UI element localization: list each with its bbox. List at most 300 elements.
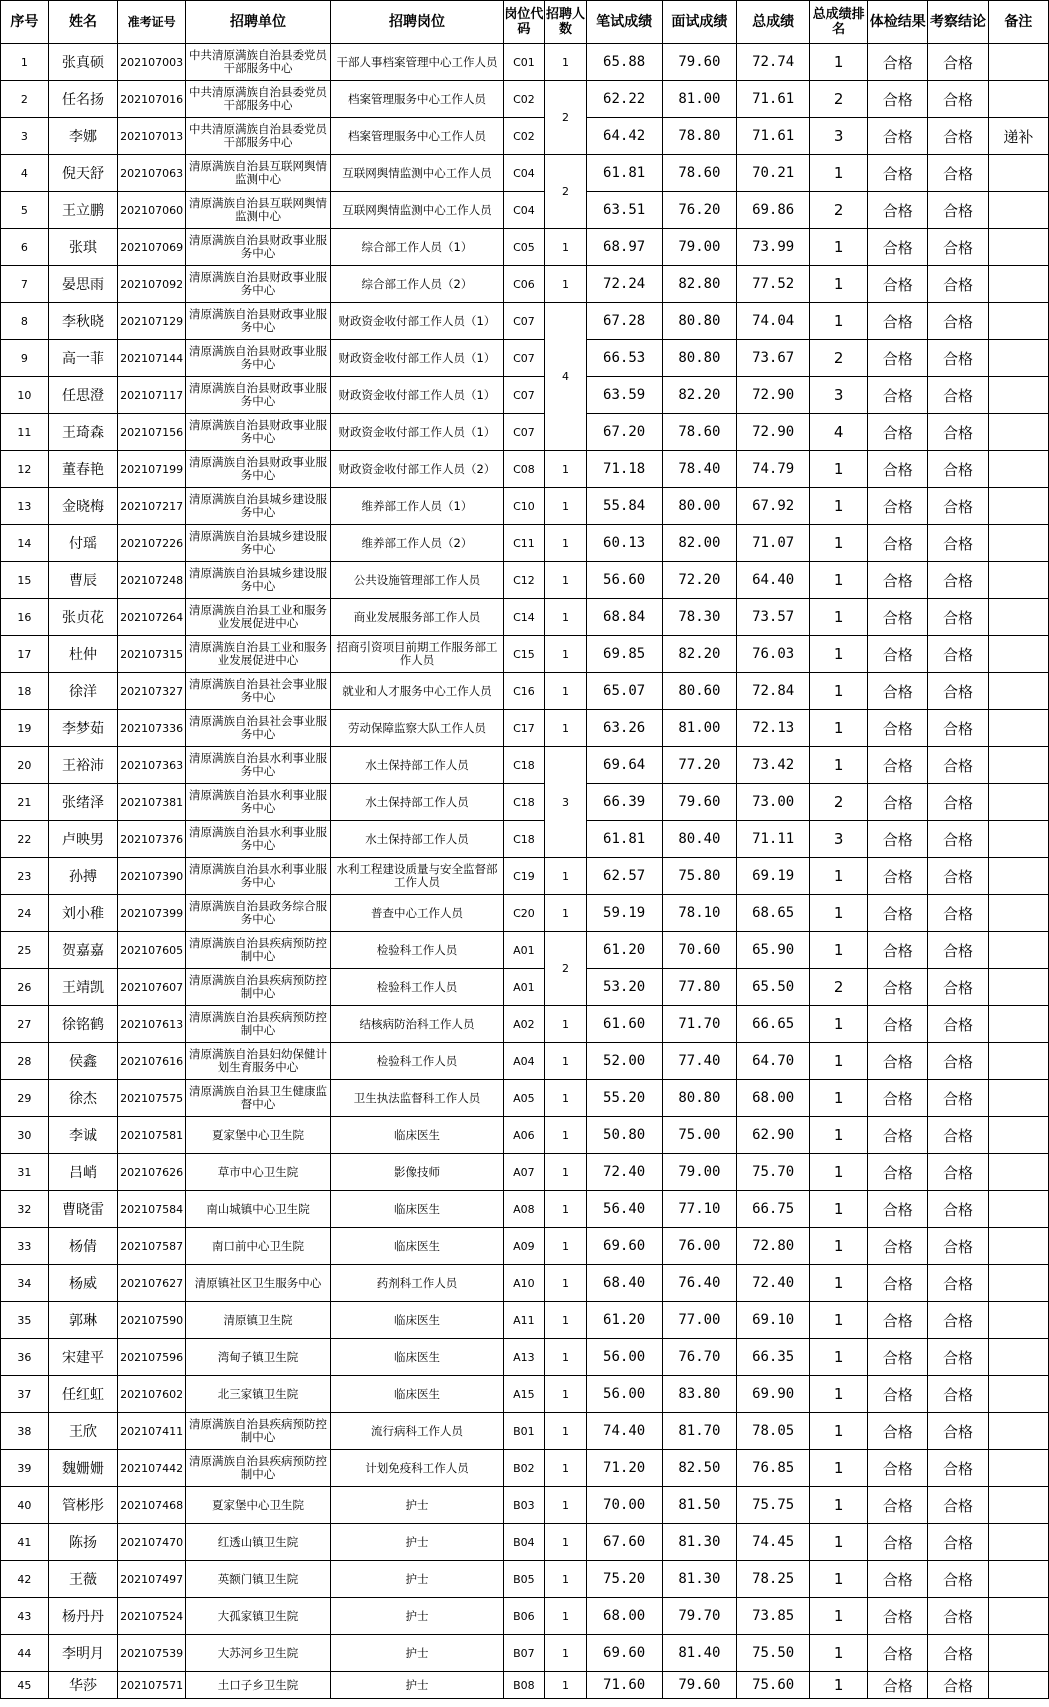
cell-interview: 77.80 xyxy=(662,969,737,1006)
cell-written: 67.60 xyxy=(586,1524,662,1561)
cell-code: A15 xyxy=(503,1376,545,1413)
cell-code: B08 xyxy=(503,1672,545,1699)
cell-post: 商业发展服务部工作人员 xyxy=(331,599,503,636)
cell-interview: 76.20 xyxy=(662,192,737,229)
cell-total: 65.50 xyxy=(737,969,810,1006)
cell-total: 73.42 xyxy=(737,747,810,784)
cell-unit: 清原满族自治县疾病预防控制中心 xyxy=(185,932,330,969)
table-row xyxy=(1,1228,1049,1265)
cell-name: 卢映男 xyxy=(48,821,118,858)
cell-rank: 1 xyxy=(810,1413,868,1450)
cell-name: 李明月 xyxy=(48,1635,118,1672)
cell-written: 68.97 xyxy=(586,229,662,266)
cell-note xyxy=(988,414,1048,451)
cell-recruit: 1 xyxy=(545,1154,587,1191)
cell-interview: 81.40 xyxy=(662,1635,737,1672)
header-seq: 序号 xyxy=(1,1,49,44)
cell-post: 水土保持部工作人员 xyxy=(331,821,503,858)
cell-unit: 清原满族自治县财政事业服务中心 xyxy=(185,303,330,340)
cell-total: 72.13 xyxy=(737,710,810,747)
cell-unit: 夏家堡中心卫生院 xyxy=(185,1487,330,1524)
cell-post: 综合部工作人员（2） xyxy=(331,266,503,303)
cell-note xyxy=(988,451,1048,488)
cell-unit: 清原满族自治县城乡建设服务中心 xyxy=(185,525,330,562)
cell-written: 55.20 xyxy=(586,1080,662,1117)
cell-seq: 18 xyxy=(1,673,49,710)
cell-post: 水土保持部工作人员 xyxy=(331,784,503,821)
table-row xyxy=(1,1006,1049,1043)
table-row xyxy=(1,1154,1049,1191)
cell-health: 合格 xyxy=(868,673,928,710)
cell-total: 67.92 xyxy=(737,488,810,525)
cell-total: 73.85 xyxy=(737,1598,810,1635)
cell-recruit: 1 xyxy=(545,673,587,710)
cell-seq: 16 xyxy=(1,599,49,636)
cell-unit: 清原满族自治县疾病预防控制中心 xyxy=(185,1413,330,1450)
cell-written: 61.20 xyxy=(586,932,662,969)
cell-review: 合格 xyxy=(928,377,988,414)
cell-review: 合格 xyxy=(928,1191,988,1228)
cell-total: 73.99 xyxy=(737,229,810,266)
cell-name: 杨丹丹 xyxy=(48,1598,118,1635)
cell-post: 临床医生 xyxy=(331,1191,503,1228)
cell-recruit: 1 xyxy=(545,858,587,895)
cell-interview: 80.40 xyxy=(662,821,737,858)
cell-post: 计划免疫科工作人员 xyxy=(331,1450,503,1487)
cell-name: 张真硕 xyxy=(48,44,118,81)
cell-total: 68.00 xyxy=(737,1080,810,1117)
cell-ticket: 202107607 xyxy=(118,969,186,1006)
cell-unit: 清原满族自治县财政事业服务中心 xyxy=(185,414,330,451)
cell-written: 61.81 xyxy=(586,821,662,858)
cell-rank: 1 xyxy=(810,1672,868,1699)
cell-note xyxy=(988,1154,1048,1191)
cell-total: 74.79 xyxy=(737,451,810,488)
cell-review: 合格 xyxy=(928,562,988,599)
cell-health: 合格 xyxy=(868,1006,928,1043)
cell-post: 临床医生 xyxy=(331,1339,503,1376)
cell-ticket: 202107539 xyxy=(118,1635,186,1672)
cell-ticket: 202107336 xyxy=(118,710,186,747)
cell-name: 张琪 xyxy=(48,229,118,266)
cell-ticket: 202107571 xyxy=(118,1672,186,1699)
cell-name: 吕峭 xyxy=(48,1154,118,1191)
cell-total: 66.75 xyxy=(737,1191,810,1228)
cell-written: 64.42 xyxy=(586,118,662,155)
cell-code: C11 xyxy=(503,525,545,562)
cell-total: 69.90 xyxy=(737,1376,810,1413)
cell-seq: 5 xyxy=(1,192,49,229)
cell-note xyxy=(988,303,1048,340)
cell-ticket: 202107092 xyxy=(118,266,186,303)
cell-name: 曹晓雷 xyxy=(48,1191,118,1228)
cell-post: 维养部工作人员（2） xyxy=(331,525,503,562)
cell-total: 75.60 xyxy=(737,1672,810,1699)
cell-seq: 39 xyxy=(1,1450,49,1487)
cell-note xyxy=(988,1672,1048,1699)
cell-code: C18 xyxy=(503,821,545,858)
cell-unit: 中共清原满族自治县委党员干部服务中心 xyxy=(185,81,330,118)
cell-unit: 大苏河乡卫生院 xyxy=(185,1635,330,1672)
cell-post: 护士 xyxy=(331,1487,503,1524)
cell-rank: 2 xyxy=(810,340,868,377)
cell-note xyxy=(988,969,1048,1006)
cell-seq: 4 xyxy=(1,155,49,192)
cell-interview: 78.30 xyxy=(662,599,737,636)
cell-unit: 清原满族自治县社会事业服务中心 xyxy=(185,710,330,747)
cell-rank: 2 xyxy=(810,784,868,821)
cell-rank: 1 xyxy=(810,932,868,969)
cell-review: 合格 xyxy=(928,1154,988,1191)
cell-post: 护士 xyxy=(331,1561,503,1598)
cell-unit: 南口前中心卫生院 xyxy=(185,1228,330,1265)
cell-name: 王薇 xyxy=(48,1561,118,1598)
cell-health: 合格 xyxy=(868,229,928,266)
cell-code: C07 xyxy=(503,414,545,451)
cell-post: 护士 xyxy=(331,1672,503,1699)
cell-recruit: 1 xyxy=(545,1635,587,1672)
table-row xyxy=(1,895,1049,932)
cell-written: 52.00 xyxy=(586,1043,662,1080)
cell-recruit: 1 xyxy=(545,1413,587,1450)
cell-unit: 中共清原满族自治县委党员干部服务中心 xyxy=(185,44,330,81)
cell-note xyxy=(988,562,1048,599)
table-row xyxy=(1,1376,1049,1413)
cell-review: 合格 xyxy=(928,1672,988,1699)
cell-health: 合格 xyxy=(868,414,928,451)
cell-recruit: 1 xyxy=(545,1191,587,1228)
cell-rank: 1 xyxy=(810,266,868,303)
cell-health: 合格 xyxy=(868,747,928,784)
cell-code: C12 xyxy=(503,562,545,599)
cell-total: 69.19 xyxy=(737,858,810,895)
cell-ticket: 202107616 xyxy=(118,1043,186,1080)
cell-ticket: 202107470 xyxy=(118,1524,186,1561)
cell-health: 合格 xyxy=(868,1672,928,1699)
cell-unit: 清原满族自治县工业和服务业发展促进中心 xyxy=(185,636,330,673)
cell-note xyxy=(988,673,1048,710)
cell-name: 任红虹 xyxy=(48,1376,118,1413)
cell-code: B05 xyxy=(503,1561,545,1598)
cell-post: 档案管理服务中心工作人员 xyxy=(331,81,503,118)
cell-note xyxy=(988,1598,1048,1635)
cell-rank: 1 xyxy=(810,1524,868,1561)
cell-rank: 2 xyxy=(810,81,868,118)
cell-interview: 79.70 xyxy=(662,1598,737,1635)
cell-health: 合格 xyxy=(868,895,928,932)
cell-post: 临床医生 xyxy=(331,1302,503,1339)
cell-ticket: 202107315 xyxy=(118,636,186,673)
cell-written: 68.84 xyxy=(586,599,662,636)
cell-seq: 31 xyxy=(1,1154,49,1191)
cell-seq: 22 xyxy=(1,821,49,858)
cell-unit: 清原镇卫生院 xyxy=(185,1302,330,1339)
cell-health: 合格 xyxy=(868,821,928,858)
cell-note xyxy=(988,1265,1048,1302)
cell-written: 56.00 xyxy=(586,1376,662,1413)
cell-total: 75.50 xyxy=(737,1635,810,1672)
cell-written: 68.00 xyxy=(586,1598,662,1635)
cell-written: 61.20 xyxy=(586,1302,662,1339)
header-rank: 总成绩排名 xyxy=(810,1,868,44)
cell-code: A10 xyxy=(503,1265,545,1302)
cell-unit: 清原满族自治县工业和服务业发展促进中心 xyxy=(185,599,330,636)
table-row xyxy=(1,1339,1049,1376)
cell-seq: 3 xyxy=(1,118,49,155)
cell-rank: 1 xyxy=(810,1117,868,1154)
cell-recruit: 1 xyxy=(545,710,587,747)
cell-name: 侯鑫 xyxy=(48,1043,118,1080)
cell-ticket: 202107581 xyxy=(118,1117,186,1154)
header-name: 姓名 xyxy=(48,1,118,44)
cell-total: 75.75 xyxy=(737,1487,810,1524)
cell-health: 合格 xyxy=(868,118,928,155)
cell-rank: 1 xyxy=(810,525,868,562)
cell-review: 合格 xyxy=(928,118,988,155)
cell-code: B03 xyxy=(503,1487,545,1524)
table-row xyxy=(1,1450,1049,1487)
cell-rank: 2 xyxy=(810,192,868,229)
cell-written: 63.26 xyxy=(586,710,662,747)
cell-code: B01 xyxy=(503,1413,545,1450)
cell-note xyxy=(988,1006,1048,1043)
cell-total: 74.45 xyxy=(737,1524,810,1561)
table-row xyxy=(1,1487,1049,1524)
cell-rank: 1 xyxy=(810,303,868,340)
cell-ticket: 202107627 xyxy=(118,1265,186,1302)
cell-seq: 9 xyxy=(1,340,49,377)
cell-post: 水利工程建设质量与安全监督部工作人员 xyxy=(331,858,503,895)
cell-review: 合格 xyxy=(928,969,988,1006)
header-written: 笔试成绩 xyxy=(586,1,662,44)
cell-total: 71.61 xyxy=(737,118,810,155)
cell-note xyxy=(988,1450,1048,1487)
cell-unit: 清原满族自治县水利事业服务中心 xyxy=(185,747,330,784)
table-row xyxy=(1,377,1049,414)
cell-post: 检验科工作人员 xyxy=(331,932,503,969)
cell-recruit: 1 xyxy=(545,1561,587,1598)
cell-interview: 81.30 xyxy=(662,1524,737,1561)
cell-recruit: 2 xyxy=(545,155,587,229)
cell-health: 合格 xyxy=(868,969,928,1006)
cell-code: A02 xyxy=(503,1006,545,1043)
cell-code: C16 xyxy=(503,673,545,710)
cell-code: B04 xyxy=(503,1524,545,1561)
cell-total: 69.86 xyxy=(737,192,810,229)
cell-name: 王靖凯 xyxy=(48,969,118,1006)
cell-note xyxy=(988,784,1048,821)
cell-note xyxy=(988,1487,1048,1524)
cell-code: A07 xyxy=(503,1154,545,1191)
cell-review: 合格 xyxy=(928,155,988,192)
cell-unit: 清原满族自治县政务综合服务中心 xyxy=(185,895,330,932)
cell-ticket: 202107117 xyxy=(118,377,186,414)
cell-review: 合格 xyxy=(928,1376,988,1413)
cell-interview: 80.60 xyxy=(662,673,737,710)
cell-code: C20 xyxy=(503,895,545,932)
cell-written: 55.84 xyxy=(586,488,662,525)
cell-interview: 81.50 xyxy=(662,1487,737,1524)
cell-interview: 76.70 xyxy=(662,1339,737,1376)
cell-unit: 清原满族自治县社会事业服务中心 xyxy=(185,673,330,710)
cell-rank: 1 xyxy=(810,1006,868,1043)
cell-name: 李梦茹 xyxy=(48,710,118,747)
cell-total: 68.65 xyxy=(737,895,810,932)
cell-code: C07 xyxy=(503,377,545,414)
cell-ticket: 202107626 xyxy=(118,1154,186,1191)
table-row xyxy=(1,303,1049,340)
cell-written: 56.00 xyxy=(586,1339,662,1376)
cell-total: 64.40 xyxy=(737,562,810,599)
cell-seq: 10 xyxy=(1,377,49,414)
cell-note xyxy=(988,266,1048,303)
cell-code: C18 xyxy=(503,747,545,784)
cell-code: A01 xyxy=(503,969,545,1006)
cell-note xyxy=(988,1043,1048,1080)
cell-interview: 79.60 xyxy=(662,1672,737,1699)
cell-recruit: 4 xyxy=(545,303,587,451)
cell-ticket: 202107226 xyxy=(118,525,186,562)
table-row xyxy=(1,1635,1049,1672)
cell-total: 71.11 xyxy=(737,821,810,858)
cell-seq: 40 xyxy=(1,1487,49,1524)
cell-written: 72.40 xyxy=(586,1154,662,1191)
cell-recruit: 2 xyxy=(545,81,587,155)
cell-recruit: 1 xyxy=(545,488,587,525)
cell-seq: 14 xyxy=(1,525,49,562)
cell-review: 合格 xyxy=(928,1524,988,1561)
cell-health: 合格 xyxy=(868,932,928,969)
cell-ticket: 202107063 xyxy=(118,155,186,192)
cell-note xyxy=(988,1191,1048,1228)
cell-total: 75.70 xyxy=(737,1154,810,1191)
cell-interview: 79.00 xyxy=(662,229,737,266)
cell-post: 档案管理服务中心工作人员 xyxy=(331,118,503,155)
cell-ticket: 202107575 xyxy=(118,1080,186,1117)
cell-written: 75.20 xyxy=(586,1561,662,1598)
cell-recruit: 1 xyxy=(545,1228,587,1265)
cell-post: 流行病科工作人员 xyxy=(331,1413,503,1450)
cell-unit: 清原满族自治县财政事业服务中心 xyxy=(185,451,330,488)
cell-unit: 清原满族自治县互联网舆情监测中心 xyxy=(185,155,330,192)
cell-review: 合格 xyxy=(928,1043,988,1080)
cell-name: 任名扬 xyxy=(48,81,118,118)
table-row xyxy=(1,599,1049,636)
cell-rank: 1 xyxy=(810,1339,868,1376)
cell-interview: 83.80 xyxy=(662,1376,737,1413)
cell-written: 66.39 xyxy=(586,784,662,821)
table-row xyxy=(1,1080,1049,1117)
cell-unit: 夏家堡中心卫生院 xyxy=(185,1117,330,1154)
cell-seq: 43 xyxy=(1,1598,49,1635)
cell-interview: 77.10 xyxy=(662,1191,737,1228)
cell-rank: 1 xyxy=(810,229,868,266)
cell-total: 66.65 xyxy=(737,1006,810,1043)
cell-written: 68.40 xyxy=(586,1265,662,1302)
cell-name: 郭琳 xyxy=(48,1302,118,1339)
cell-unit: 清原满族自治县妇幼保健计划生育服务中心 xyxy=(185,1043,330,1080)
cell-ticket: 202107013 xyxy=(118,118,186,155)
cell-health: 合格 xyxy=(868,858,928,895)
cell-health: 合格 xyxy=(868,451,928,488)
cell-rank: 1 xyxy=(810,1302,868,1339)
cell-rank: 1 xyxy=(810,673,868,710)
cell-rank: 1 xyxy=(810,1561,868,1598)
cell-unit: 清原满族自治县水利事业服务中心 xyxy=(185,821,330,858)
cell-ticket: 202107584 xyxy=(118,1191,186,1228)
header-recruit: 招聘人数 xyxy=(545,1,587,44)
cell-unit: 清原镇社区卫生服务中心 xyxy=(185,1265,330,1302)
cell-health: 合格 xyxy=(868,192,928,229)
table-row xyxy=(1,192,1049,229)
cell-unit: 清原满族自治县城乡建设服务中心 xyxy=(185,488,330,525)
cell-recruit: 1 xyxy=(545,1117,587,1154)
cell-recruit: 1 xyxy=(545,451,587,488)
table-row xyxy=(1,488,1049,525)
cell-recruit: 1 xyxy=(545,1339,587,1376)
table-row xyxy=(1,266,1049,303)
cell-total: 64.70 xyxy=(737,1043,810,1080)
cell-note xyxy=(988,1339,1048,1376)
results-body xyxy=(1,44,1049,1699)
cell-review: 合格 xyxy=(928,229,988,266)
header-ticket: 准考证号 xyxy=(118,1,186,44)
cell-recruit: 2 xyxy=(545,932,587,1006)
cell-review: 合格 xyxy=(928,710,988,747)
cell-interview: 80.80 xyxy=(662,303,737,340)
cell-recruit: 3 xyxy=(545,747,587,858)
cell-unit: 湾甸子镇卫生院 xyxy=(185,1339,330,1376)
cell-code: C02 xyxy=(503,118,545,155)
cell-review: 合格 xyxy=(928,1265,988,1302)
cell-interview: 78.60 xyxy=(662,155,737,192)
cell-note xyxy=(988,81,1048,118)
cell-unit: 大孤家镇卫生院 xyxy=(185,1598,330,1635)
cell-written: 56.40 xyxy=(586,1191,662,1228)
cell-rank: 1 xyxy=(810,488,868,525)
cell-note xyxy=(988,340,1048,377)
cell-code: C10 xyxy=(503,488,545,525)
cell-name: 张贞花 xyxy=(48,599,118,636)
cell-health: 合格 xyxy=(868,599,928,636)
cell-total: 72.80 xyxy=(737,1228,810,1265)
header-health: 体检结果 xyxy=(868,1,928,44)
cell-rank: 1 xyxy=(810,451,868,488)
cell-unit: 土口子乡卫生院 xyxy=(185,1672,330,1699)
cell-written: 70.00 xyxy=(586,1487,662,1524)
cell-review: 合格 xyxy=(928,673,988,710)
cell-health: 合格 xyxy=(868,1228,928,1265)
cell-seq: 34 xyxy=(1,1265,49,1302)
cell-post: 财政资金收付部工作人员（1） xyxy=(331,377,503,414)
cell-interview: 79.60 xyxy=(662,44,737,81)
cell-interview: 79.00 xyxy=(662,1154,737,1191)
cell-rank: 3 xyxy=(810,118,868,155)
cell-review: 合格 xyxy=(928,784,988,821)
cell-total: 65.90 xyxy=(737,932,810,969)
cell-post: 公共设施管理部工作人员 xyxy=(331,562,503,599)
cell-rank: 1 xyxy=(810,1635,868,1672)
cell-seq: 27 xyxy=(1,1006,49,1043)
cell-post: 互联网舆情监测中心工作人员 xyxy=(331,155,503,192)
cell-health: 合格 xyxy=(868,1487,928,1524)
cell-code: C17 xyxy=(503,710,545,747)
header-row xyxy=(1,1,1049,44)
cell-rank: 1 xyxy=(810,1191,868,1228)
cell-review: 合格 xyxy=(928,1302,988,1339)
cell-name: 王欣 xyxy=(48,1413,118,1450)
cell-interview: 80.80 xyxy=(662,1080,737,1117)
